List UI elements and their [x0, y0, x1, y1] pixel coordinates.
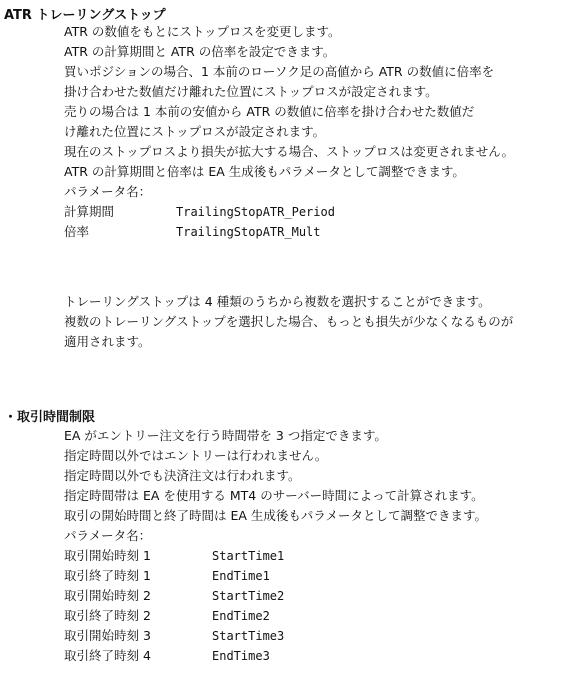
trade-time-param-row	[64, 566, 270, 586]
param-value: TrailingStopATR_Mult	[176, 225, 321, 239]
note-text-line: 適用されます。	[64, 334, 151, 349]
trade-time-text-line: 指定時間以外ではエントリーは行われません。	[64, 448, 328, 463]
atr-param-heading: パラメータ名：	[64, 184, 152, 199]
trade-time-text-line: EA がエントリー注文を行う時間帯を 3 つ指定できます。	[64, 428, 387, 443]
atr-text-line: ATR の計算期間と倍率は EA 生成後もパラメータとして調整できます。	[64, 164, 465, 179]
trade-time-param-row	[64, 586, 285, 606]
param-label: 取引終了時刻 4	[64, 648, 151, 663]
atr-param-row	[64, 202, 335, 222]
trade-time-section-title: ・取引時間制限	[4, 410, 96, 425]
trade-time-text-line: 指定時間帯は EA を使用する MT4 のサーバー時間によって計算されます。	[64, 488, 484, 503]
atr-text-line: ATR の計算期間と ATR の倍率を設定できます。	[64, 44, 336, 59]
trade-time-param-row	[64, 626, 285, 646]
param-label: 取引開始時刻 2	[64, 588, 151, 603]
param-label: 取引終了時刻 1	[64, 568, 151, 583]
param-value: StartTime3	[212, 629, 285, 643]
atr-text-line: ATR の数値をもとにストップロスを変更します。	[64, 24, 341, 39]
param-value: TrailingStopATR_Period	[176, 205, 335, 219]
trade-time-param-row	[64, 646, 270, 666]
atr-section-title: ATR トレーリングストップ	[4, 8, 166, 23]
param-label: 取引開始時刻 1	[64, 548, 151, 563]
atr-text-line: 掛け合わせた数値だけ離れた位置にストップロスが設定されます。	[64, 84, 438, 99]
param-value: EndTime2	[212, 609, 270, 623]
atr-text-line: 売りの場合は 1 本前の安値から ATR の数値に倍率を掛け合わせた数値だ	[64, 104, 475, 119]
trade-time-param-heading: パラメータ名：	[64, 528, 152, 543]
trade-time-param-row	[64, 546, 285, 566]
trade-time-text-line: 取引の開始時間と終了時間は EA 生成後もパラメータとして調整できます。	[64, 508, 488, 523]
atr-text-line: け離れた位置にストップロスが設定されます。	[64, 124, 326, 139]
trade-time-text-line: 指定時間以外でも決済注文は行われます。	[64, 468, 301, 483]
param-value: StartTime2	[212, 589, 285, 603]
atr-param-row	[64, 222, 321, 242]
param-label: 取引開始時刻 3	[64, 628, 151, 643]
atr-text-line: 買いポジションの場合、1 本前のローソク足の高値から ATR の数値に倍率を	[64, 64, 495, 79]
param-label: 倍率	[64, 224, 90, 239]
param-value: StartTime1	[212, 549, 285, 563]
param-label: 計算期間	[64, 204, 115, 219]
atr-text-line: 現在のストップロスより損失が拡大する場合、ストップロスは変更されません。	[64, 144, 515, 159]
param-value: EndTime1	[212, 569, 270, 583]
note-text-line: トレーリングストップは 4 種類のうちから複数を選択することができます。	[64, 294, 491, 309]
trade-time-param-row	[64, 606, 270, 626]
note-text-line: 複数のトレーリングストップを選択した場合、もっとも損失が少なくなるものが	[64, 314, 514, 329]
param-label: 取引終了時刻 2	[64, 608, 151, 623]
param-value: EndTime3	[212, 649, 270, 663]
